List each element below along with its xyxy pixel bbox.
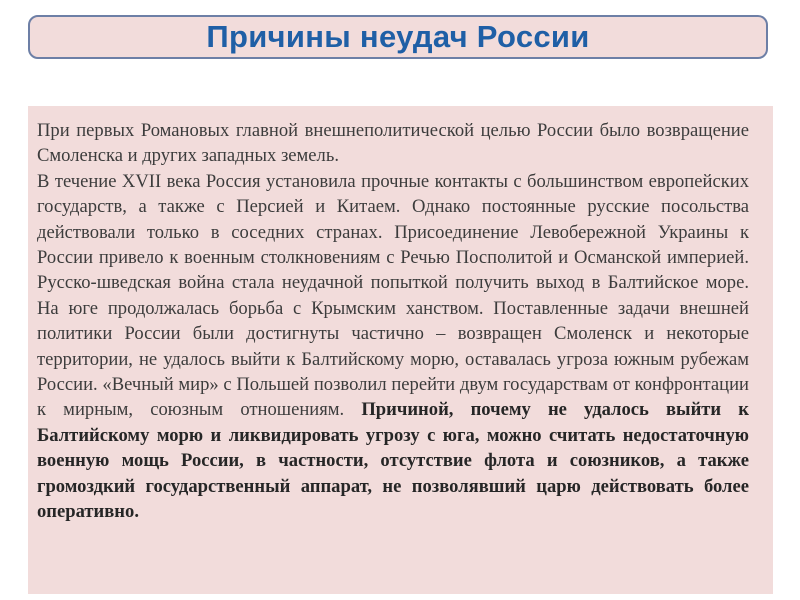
paragraph-main — [37, 169, 749, 525]
paragraph-intro: При первых Романовых главной внешнеполитической целью России было возвращение Смоленска и других западных земель. — [37, 120, 749, 167]
content-panel — [28, 106, 773, 594]
title-banner — [28, 15, 768, 59]
page-title: Причины неудач России — [206, 19, 590, 54]
paragraph-conclusion-bold: Причиной, почему не удалось выйти к Балтийскому морю и ликвидировать угрозу с юга, можно считать недостаточную военную мощь России, в частности, отсутствие флота и союзников, а также громоздкий государственный аппарат, не позволявший царю действовать более оперативно. — [37, 399, 749, 523]
paragraph-main-text: В течение XVII века Россия установила прочные контакты с большинством европейских государств, а также с Персией и Китаем. Однако постоянные русские посольства действовали только в соседних странах. Присоединение Левобережной Украины к России привело к военным столкновениям с Речью Посполитой и Османской империей. Русско-шведская война стала неудачной попыткой получить выход в Балтийское море. На юге продолжалась борьба с Крымским ханством. Поставленные задачи внешней политики России были достигнуты частично – возвращен Смоленск и некоторые территории, не удалось выйти к Балтийскому морю, оставалась угроза южным рубежам России. «Вечный мир» с Польшей позволил перейти двум государствам от конфронтации к мирным, союзным отношениям. — [37, 170, 749, 421]
